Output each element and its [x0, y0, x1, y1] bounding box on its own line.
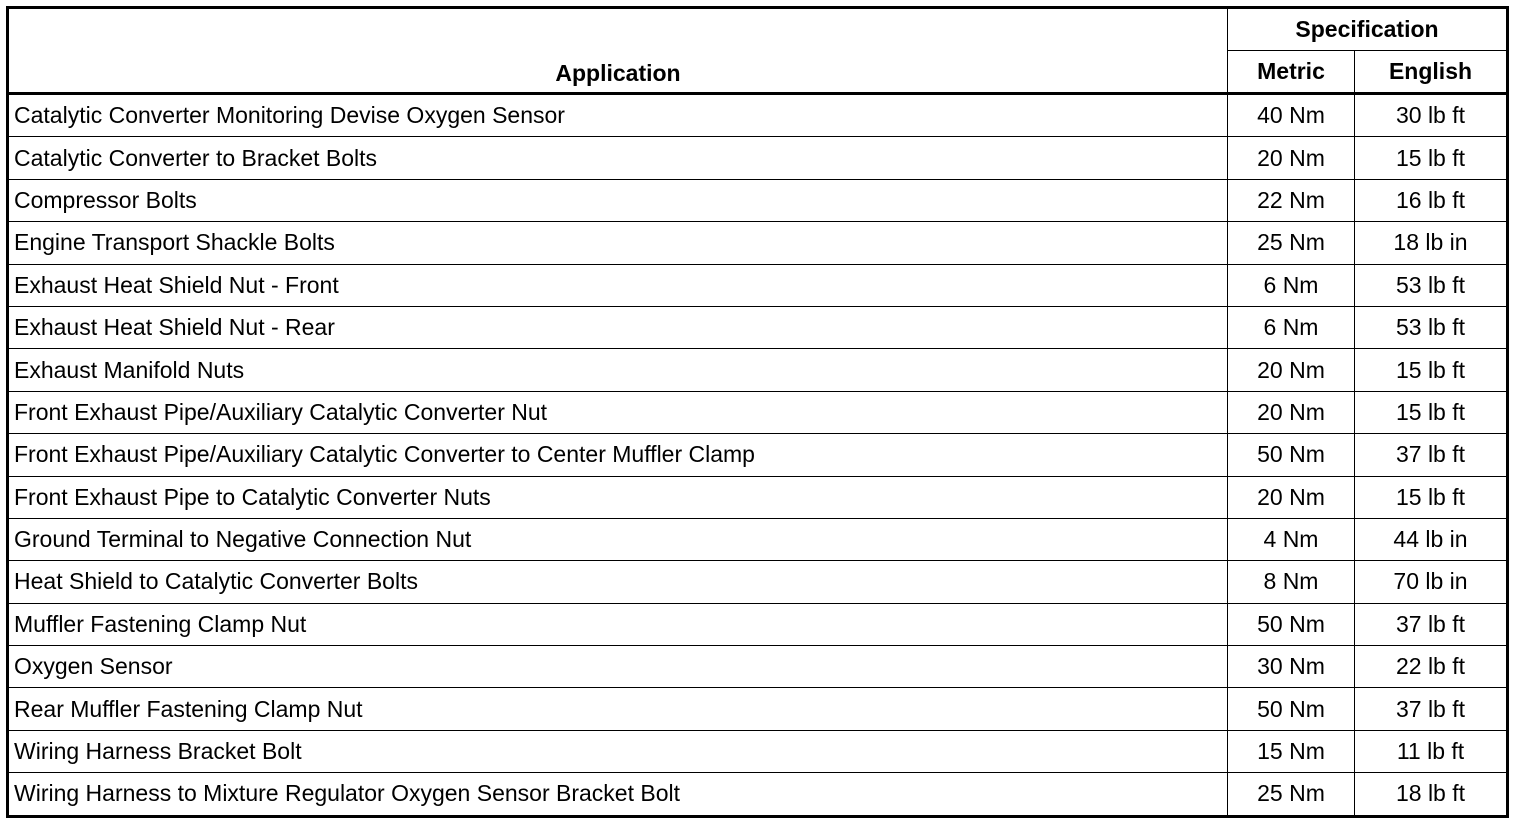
table-row	[8, 391, 1508, 433]
table-row	[8, 561, 1508, 603]
english-cell: 11 lb ft	[1355, 730, 1508, 772]
table-row	[8, 434, 1508, 476]
application-cell: Compressor Bolts	[8, 179, 1228, 221]
english-cell: 15 lb ft	[1355, 476, 1508, 518]
table-row	[8, 603, 1508, 645]
application-cell: Heat Shield to Catalytic Converter Bolts	[8, 561, 1228, 603]
application-cell: Muffler Fastening Clamp Nut	[8, 603, 1228, 645]
english-cell: 18 lb ft	[1355, 773, 1508, 816]
application-cell: Front Exhaust Pipe/Auxiliary Catalytic Converter to Center Muffler Clamp	[8, 434, 1228, 476]
metric-cell: 22 Nm	[1228, 179, 1355, 221]
table-row	[8, 773, 1508, 816]
specification-header: Specification	[1228, 8, 1508, 51]
application-cell: Catalytic Converter Monitoring Devise Oxygen Sensor	[8, 94, 1228, 137]
header-row-top	[8, 8, 1508, 51]
table-row	[8, 306, 1508, 348]
english-cell: 18 lb in	[1355, 222, 1508, 264]
english-cell: 70 lb in	[1355, 561, 1508, 603]
english-cell: 37 lb ft	[1355, 688, 1508, 730]
english-cell: 15 lb ft	[1355, 391, 1508, 433]
table-row	[8, 646, 1508, 688]
english-cell: 22 lb ft	[1355, 646, 1508, 688]
application-cell: Exhaust Manifold Nuts	[8, 349, 1228, 391]
english-cell: 44 lb in	[1355, 518, 1508, 560]
application-header: Application	[8, 8, 1228, 94]
english-cell: 15 lb ft	[1355, 349, 1508, 391]
application-cell: Catalytic Converter to Bracket Bolts	[8, 137, 1228, 179]
english-cell: 37 lb ft	[1355, 434, 1508, 476]
metric-cell: 30 Nm	[1228, 646, 1355, 688]
metric-cell: 50 Nm	[1228, 688, 1355, 730]
metric-cell: 50 Nm	[1228, 434, 1355, 476]
metric-cell: 20 Nm	[1228, 476, 1355, 518]
application-cell: Ground Terminal to Negative Connection Nut	[8, 518, 1228, 560]
english-cell: 53 lb ft	[1355, 264, 1508, 306]
application-cell: Front Exhaust Pipe to Catalytic Converter Nuts	[8, 476, 1228, 518]
table-row	[8, 688, 1508, 730]
table-row	[8, 518, 1508, 560]
application-cell: Oxygen Sensor	[8, 646, 1228, 688]
metric-cell: 6 Nm	[1228, 306, 1355, 348]
table-body	[8, 94, 1508, 817]
table-header	[8, 8, 1508, 94]
metric-cell: 20 Nm	[1228, 349, 1355, 391]
metric-cell: 25 Nm	[1228, 222, 1355, 264]
table-row	[8, 349, 1508, 391]
table-row	[8, 264, 1508, 306]
metric-cell: 20 Nm	[1228, 391, 1355, 433]
metric-cell: 15 Nm	[1228, 730, 1355, 772]
metric-cell: 20 Nm	[1228, 137, 1355, 179]
table-row	[8, 222, 1508, 264]
application-cell: Wiring Harness Bracket Bolt	[8, 730, 1228, 772]
metric-cell: 6 Nm	[1228, 264, 1355, 306]
metric-cell: 25 Nm	[1228, 773, 1355, 816]
metric-cell: 4 Nm	[1228, 518, 1355, 560]
english-header: English	[1355, 51, 1508, 94]
metric-header: Metric	[1228, 51, 1355, 94]
torque-specification-table	[6, 6, 1509, 818]
application-cell: Rear Muffler Fastening Clamp Nut	[8, 688, 1228, 730]
application-cell: Front Exhaust Pipe/Auxiliary Catalytic Converter Nut	[8, 391, 1228, 433]
application-cell: Exhaust Heat Shield Nut - Front	[8, 264, 1228, 306]
application-cell: Exhaust Heat Shield Nut - Rear	[8, 306, 1228, 348]
english-cell: 53 lb ft	[1355, 306, 1508, 348]
table-row	[8, 730, 1508, 772]
table-row	[8, 476, 1508, 518]
metric-cell: 50 Nm	[1228, 603, 1355, 645]
english-cell: 15 lb ft	[1355, 137, 1508, 179]
english-cell: 37 lb ft	[1355, 603, 1508, 645]
english-cell: 16 lb ft	[1355, 179, 1508, 221]
table-row	[8, 179, 1508, 221]
metric-cell: 8 Nm	[1228, 561, 1355, 603]
table-row	[8, 137, 1508, 179]
table-row	[8, 94, 1508, 137]
metric-cell: 40 Nm	[1228, 94, 1355, 137]
application-cell: Engine Transport Shackle Bolts	[8, 222, 1228, 264]
application-cell: Wiring Harness to Mixture Regulator Oxygen Sensor Bracket Bolt	[8, 773, 1228, 816]
english-cell: 30 lb ft	[1355, 94, 1508, 137]
